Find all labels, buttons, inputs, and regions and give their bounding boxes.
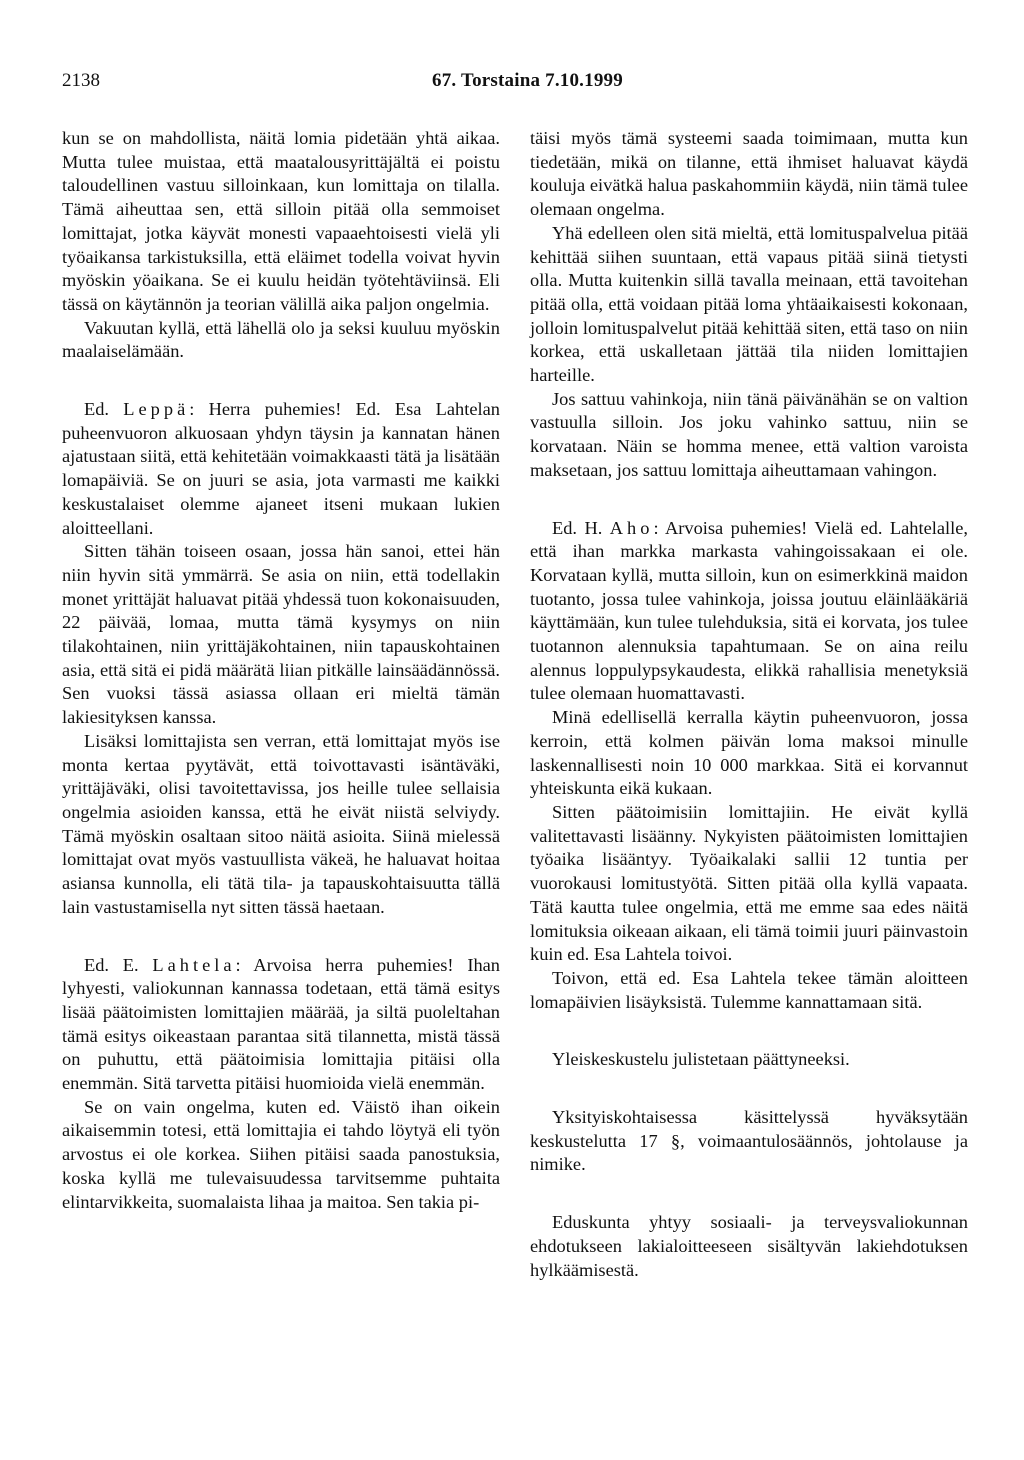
speaker-paragraph-leppa [62,398,500,540]
speaker-paragraph-aho [530,517,968,707]
paragraph: Jos sattuu vahinkoja, niin tänä päivänähän se on valtion vastuulla silloin. Jos joku vahinko sattuu, niin se korvataan. Näin se homma menee, että valtion varoista maksetaan, jos sattuu lomittaja aiheuttamaan vahingon. [530,388,968,480]
paragraph: Minä edellisellä kerralla käytin puheenvuoron, jossa kerroin, että kolmen päivän loma maksoi minulle laskennallisesti noin 10 000 markkaa. Sitä ei korvannut yhteiskunta eikä kukaan. [530,707,968,799]
closing-note: Yksityiskohtaisessa käsittelyssä hyväksytään keskustelutta 17 §, voimaantulosäännös, johtolause ja nimike. [530,1107,968,1175]
speaker-name: Aho [609,517,654,538]
speaker-name: Leppä [123,399,190,420]
paragraph: Sitten tähän toiseen osaan, jossa hän sanoi, ettei hän niin hyvin sitä ymmärrä. Se asia on niin, että todellakin monet yrittäjät haluavat pitää yhdessä tuon kokonaisuuden, 22 päivää, lomaa, mutta tämä kysymys on niin tilakohtainen, niin yrittäjäkohtainen, niin tapauskohtainen asia, että sitä ei pidä määrätä liian pitkälle lainsäädännössä. Sen vuoksi tässä asiassa ollaan eri mieltä tämän lakiesityksen kanssa. [62,541,500,728]
running-head: 67. Torstaina 7.10.1999 [432,70,623,91]
speech-text: : Arvoisa puhemies! Vielä ed. Lahtelalle, että ihan markka markasta vahingoissakaan ei ole. Korvataan kyllä, mutta silloin, kun on esimerkkinä maidon tuotanto, jossa tulee vahinkoja, joissa joutuu eläinlääkäriä käyttämään, kun tulee tulehduksia, sitä ei korvata, jos tulee tuotannon alennuksia tapahtumaan. Se on aina reilu alennus loppulypsykaudesta, elikkä rahallisia menetyksiä tulee olemaan huomattavasti. [530,517,969,704]
paragraph: Sitten päätoimisiin lomittajiin. He eivät kyllä valitettavasti lisäänny. Nykyisten päätoimisten lomittajien työaika lisääntyy. Työaikalaki sallii 12 tuntia per vuorokausi lomitustyötä. Sitten pitää olla kyllä vapaata. Tätä kautta tulee ongelmia, että me emme saa edes näitä lomituksia oikeaan aikaan, eli tämä toimii juuri päinvastoin kuin ed. Esa Lahtela toivoi. [530,801,968,965]
speech-text: : Herra puhemies! Ed. Esa Lahtelan puheenvuoron alkuosaan yhdyn täysin ja kannatan hänen ajatustaan siitä, että kehitetään voimakkaasti tätä ja lisätään lomapäiviä. Se on juuri se asia, jota varmasti me kaikki keskustalaiset olemme ajaneet itseni mukaan lukien aloitteellani. [62,399,500,538]
closing-note: Yleiskeskustelu julistetaan päättyneeksi. [552,1049,850,1070]
speaker-prefix: Ed. H. [552,517,610,538]
paragraph: täisi myös tämä systeemi saada toimimaan, mutta kun tiedetään, mikä on tilanne, että ihmiset haluavat käydä kouluja eivätkä halua paskahommiin käydä, niin tämä tulee olemaan ongelma. [530,128,968,220]
speaker-paragraph-lahtela [62,954,500,1096]
paragraph: Lisäksi lomittajista sen verran, että lomittajat myös ise monta kertaa pyytävät, että toivottavasti isäntäväki, yrittäjäväki, olisi tavoitettavissa, jos heille tulee sellaisia ongelmia asioiden kanssa, että he eivät niistä selviydy. Tämä myöskin osaltaan sitoo näitä asioita. Siinä mielessä lomittajat ovat myös vastuullista väkeä, he haluavat hoitaa asiansa kunnolla, eli tätä tila- ja tapauskohtaisuutta tällä lain vastustamisella nyt sitten tässä haetaan. [62,730,500,917]
right-column [530,127,968,1282]
left-column [62,127,500,1214]
paragraph: Vakuutan kyllä, että lähellä olo ja seksi kuuluu myöskin maalaiselämään. [62,317,500,362]
speaker-prefix: Ed. E. [84,954,153,975]
paragraph: Toivon, että ed. Esa Lahtela tekee tämän aloitteen lomapäivien lisäyksistä. Tulemme kannattamaan sitä. [530,967,968,1012]
paragraph: Yhä edelleen olen sitä mieltä, että lomituspalvelua pitää kehittää siihen suuntaan, että vapaus pitää siinä tietysti olla. Mutta kuitenkin sillä tavalla meinaan, että tavoitehan pitää olla, että voidaan pitää loma yhtäaikaisesti kokonaan, jolloin lomituspalvelut pitää kehittää siten, että taso on niin korkea, että uskalletaan jättää tila niiden lomittajien harteille. [530,222,968,386]
page-number: 2138 [62,70,100,91]
speaker-name: Lahtela [152,954,236,975]
page-header [62,70,962,98]
paragraph: Se on vain ongelma, kuten ed. Väistö ihan oikein aikaisemmin totesi, että lomittajia ei tahdo löytyä eli työn arvostus ei ole korkea. Siihen pitäisi saada panostuksia, koska kyllä me tulevaisuudessa tarvitsemme puhtaita elintarvikkeita, suomalaista lihaa ja maitoa. Sen takia pi- [62,1096,500,1212]
closing-note: Eduskunta yhtyy sosiaali- ja terveysvaliokunnan ehdotukseen lakialoitteeseen sisältyvän lakiehdotuksen hylkäämisestä. [530,1212,968,1280]
speaker-prefix: Ed. [84,399,124,420]
speech-text: : Arvoisa herra puhemies! Ihan lyhyesti, valiokunnan kannassa todetaan, että tämä esitys lisää päätoimisten lomittajien määrää, ja siltä puoleltahan tämä esitys oikeastaan parantaa sitä tilannetta, mistä tässä on puhuttu, että päätoimisia lomittajia pitäisi olla enemmän. Sitä tarvetta pitäisi huomioida vielä enemmän. [62,954,500,1094]
paragraph: kun se on mahdollista, näitä lomia pidetään yhtä aikaa. Mutta tulee muistaa, että maatalousyrittäjältä ei poistu taloudellinen vastuu silloinkaan, kun lomittaja on tilalla. Tämä aiheuttaa sen, että silloin pitää olla semmoiset lomittajat, jotka käyvät monesti vapaaehtoisesti vielä yli työaikansa tarkistuksilla, että eläimet todella voivat hyvin myöskin yöaikana. Se ei kuulu heidän työtehtäviinsä. Eli tässä on käytännön ja teorian välillä aika paljon ongelmia. [62,128,500,314]
